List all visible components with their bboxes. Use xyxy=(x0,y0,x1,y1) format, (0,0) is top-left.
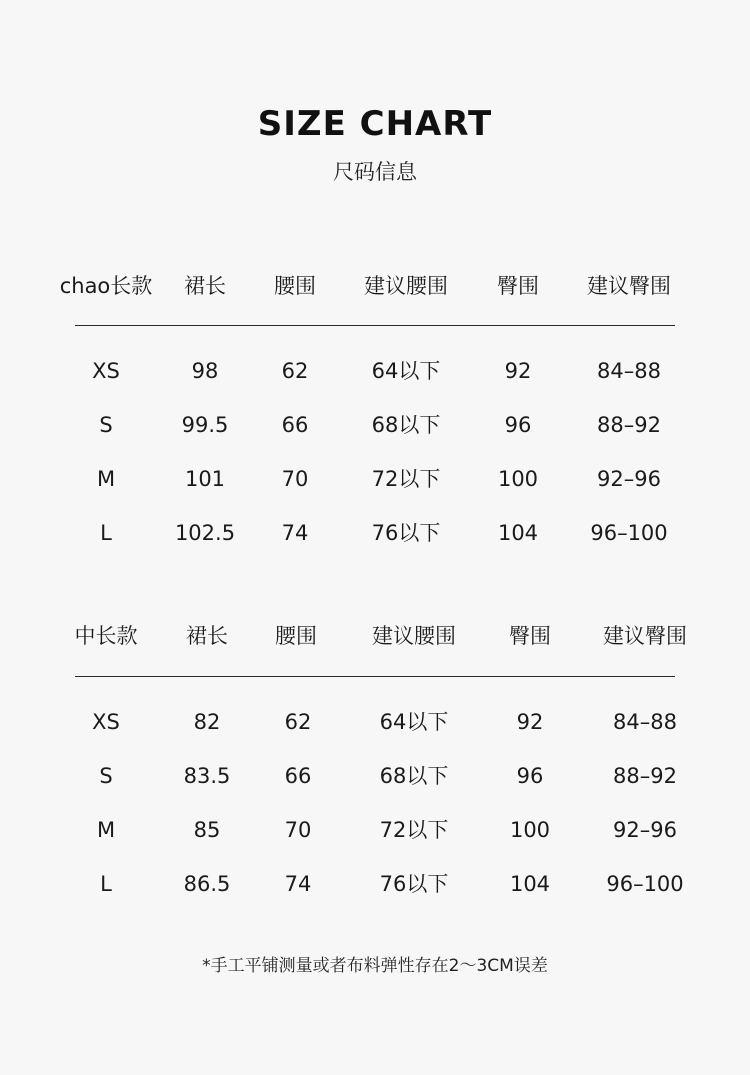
header-cell-style: chao长款 xyxy=(59,274,153,298)
size-cell: S xyxy=(99,764,113,788)
hip-cell: 100 xyxy=(509,818,551,842)
hip-cell: 100 xyxy=(497,467,539,491)
suggested-waist-cell: 68以下 xyxy=(379,764,449,788)
size-cell: XS xyxy=(92,359,120,383)
table-row xyxy=(0,869,750,899)
suggested-hip-cell: 92–96 xyxy=(597,467,661,491)
hip-cell: 92 xyxy=(516,710,544,734)
waist-cell: 66 xyxy=(281,413,309,437)
size-cell: M xyxy=(96,818,116,842)
suggested-hip-cell: 96–100 xyxy=(590,521,668,545)
waist-cell: 74 xyxy=(284,872,312,896)
table-row xyxy=(0,410,750,440)
length-cell: 82 xyxy=(193,710,221,734)
suggested-waist-cell: 72以下 xyxy=(379,818,449,842)
table-row xyxy=(0,761,750,791)
suggested-waist-cell: 72以下 xyxy=(371,467,441,491)
waist-cell: 70 xyxy=(281,467,309,491)
suggested-waist-cell: 76以下 xyxy=(371,521,441,545)
header-cell-suggested-waist: 建议腰围 xyxy=(372,624,456,648)
size-cell: L xyxy=(100,521,112,545)
hip-cell: 92 xyxy=(504,359,532,383)
waist-cell: 62 xyxy=(281,359,309,383)
suggested-hip-cell: 84–88 xyxy=(597,359,661,383)
length-cell: 86.5 xyxy=(183,872,231,896)
table-row xyxy=(0,815,750,845)
header-cell-waist: 腰围 xyxy=(275,624,317,648)
table-header-row xyxy=(0,621,750,651)
suggested-hip-cell: 92–96 xyxy=(613,818,677,842)
measurement-footnote: *手工平铺测量或者布料弹性存在2～3CM误差 xyxy=(202,956,548,976)
waist-cell: 66 xyxy=(284,764,312,788)
header-cell-waist: 腰围 xyxy=(274,274,316,298)
page-subtitle: 尺码信息 xyxy=(333,160,417,184)
length-cell: 83.5 xyxy=(183,764,231,788)
length-cell: 98 xyxy=(191,359,219,383)
suggested-hip-cell: 96–100 xyxy=(606,872,684,896)
header-cell-suggested-hip: 建议臀围 xyxy=(603,624,687,648)
hip-cell: 104 xyxy=(509,872,551,896)
header-cell-hip: 臀围 xyxy=(497,274,539,298)
page-title: SIZE CHART xyxy=(257,104,493,144)
suggested-waist-cell: 64以下 xyxy=(371,359,441,383)
suggested-hip-cell: 88–92 xyxy=(613,764,677,788)
header-cell-suggested-hip: 建议臀围 xyxy=(587,274,671,298)
header-cell-suggested-waist: 建议腰围 xyxy=(364,274,448,298)
table-row xyxy=(0,707,750,737)
size-cell: S xyxy=(99,413,113,437)
size-cell: L xyxy=(100,872,112,896)
suggested-waist-cell: 64以下 xyxy=(379,710,449,734)
length-cell: 102.5 xyxy=(174,521,236,545)
waist-cell: 74 xyxy=(281,521,309,545)
table-row xyxy=(0,518,750,548)
length-cell: 101 xyxy=(184,467,226,491)
length-cell: 85 xyxy=(193,818,221,842)
header-cell-style: 中长款 xyxy=(74,624,138,648)
suggested-hip-cell: 84–88 xyxy=(613,710,677,734)
table-header-row xyxy=(0,271,750,301)
hip-cell: 104 xyxy=(497,521,539,545)
hip-cell: 96 xyxy=(516,764,544,788)
header-divider xyxy=(75,676,675,677)
waist-cell: 62 xyxy=(284,710,312,734)
header-cell-hip: 臀围 xyxy=(509,624,551,648)
suggested-hip-cell: 88–92 xyxy=(597,413,661,437)
header-cell-length: 裙长 xyxy=(184,274,226,298)
header-divider xyxy=(75,325,675,326)
table-row xyxy=(0,356,750,386)
waist-cell: 70 xyxy=(284,818,312,842)
header-cell-length: 裙长 xyxy=(186,624,228,648)
table-row xyxy=(0,464,750,494)
length-cell: 99.5 xyxy=(181,413,229,437)
size-cell: M xyxy=(96,467,116,491)
size-cell: XS xyxy=(92,710,120,734)
suggested-waist-cell: 68以下 xyxy=(371,413,441,437)
suggested-waist-cell: 76以下 xyxy=(379,872,449,896)
hip-cell: 96 xyxy=(504,413,532,437)
